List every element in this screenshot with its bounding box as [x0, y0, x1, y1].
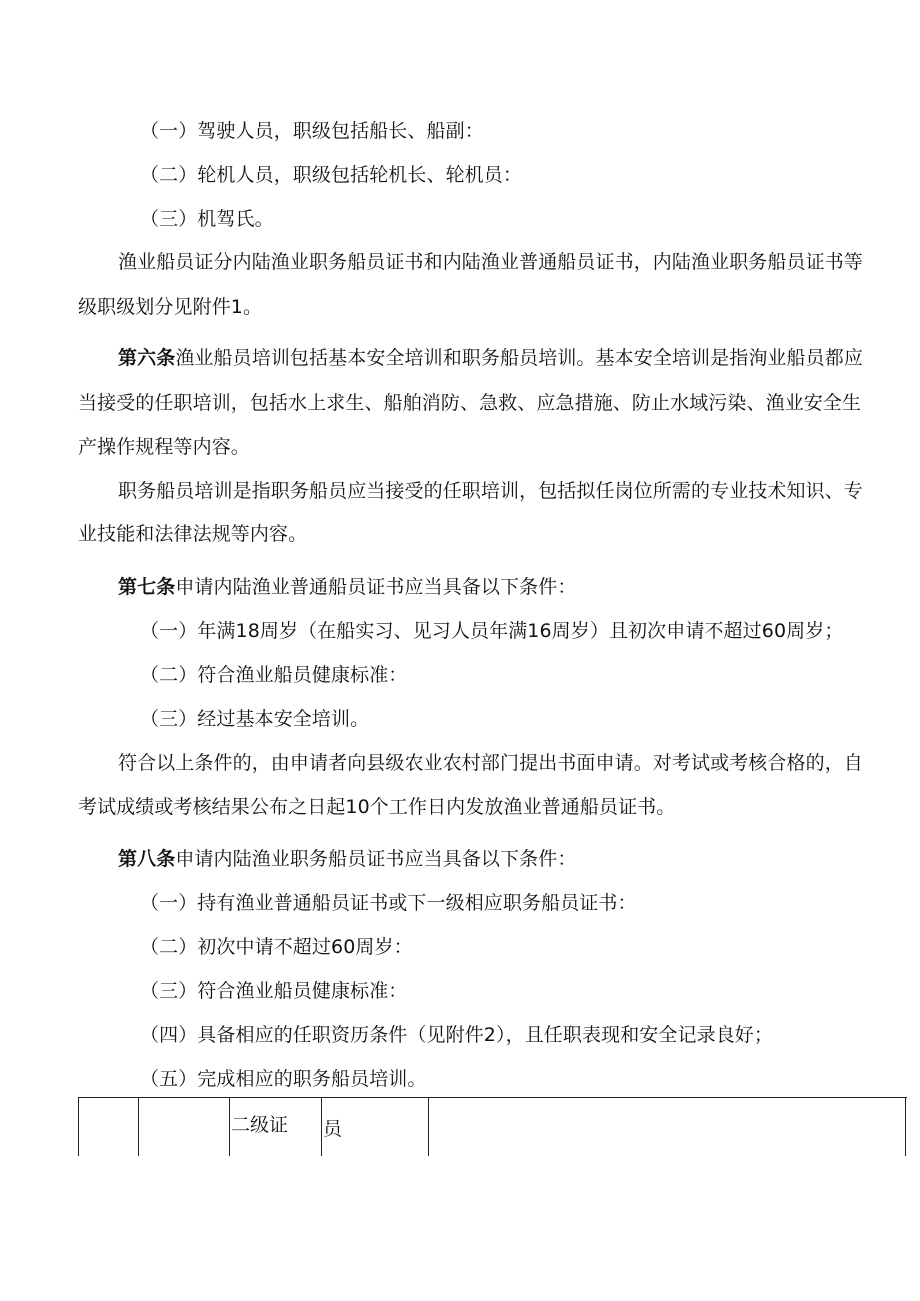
paragraph-line: 职务船员培训是指职务船员应当接受的任职培训，包括拟任岗位所需的专业技术知识、专: [118, 480, 863, 502]
paragraph-line: （一）年满18周岁（在船实习、见习人员年满16周岁）且初次申请不超过60周岁；: [140, 620, 844, 642]
table-border: [78, 1098, 79, 1156]
paragraph-line: 级职级划分见附件1。: [78, 296, 263, 318]
paragraph-line: 符合以上条件的，由申请者向县级农业农村部门提出书面申请。对考试或考核合格的，自: [118, 752, 863, 774]
paragraph-line: （二）符合渔业船员健康标准：: [140, 664, 408, 686]
paragraph-line: （三）符合渔业船员健康标准：: [140, 980, 408, 1002]
table-border: [138, 1098, 139, 1156]
table-border: [321, 1098, 322, 1156]
paragraph-line: 当接受的任职培训，包括水上求生、船舶消防、急救、应急措施、防止水域污染、渔业安全生: [78, 392, 862, 414]
table-cell: 二级证: [231, 1114, 289, 1136]
paragraph-line: （二）轮机人员，职级包括轮机长、轮机员：: [140, 164, 523, 186]
paragraph-line: 考试成绩或考核结果公布之日起10个工作日内发放渔业普通船员证书。: [78, 796, 676, 818]
paragraph-line: 渔业船员证分内陆渔业职务船员证书和内陆渔业普通船员证书，内陆渔业职务船员证书等: [118, 251, 863, 273]
article-number: 第七条: [118, 576, 176, 598]
paragraph-text: 申请内陆渔业普通船员证书应当具备以下条件：: [175, 576, 577, 598]
paragraph-line: [118, 345, 920, 371]
paragraph-line: （一）持有渔业普通船员证书或下一级相应职务船员证书：: [140, 892, 637, 914]
paragraph-line: （四）具备相应的任职资历条件（见附件2），且任职表现和安全记录良好；: [140, 1024, 773, 1046]
paragraph-line: （二）初次中请不超过60周岁：: [140, 936, 413, 958]
paragraph-text: 渔业船员培训包括基本安全培训和职务船员培训。基本安全培训是指洵业船员都应: [175, 347, 863, 369]
paragraph-line: 产操作规程等内容。: [78, 436, 250, 458]
article-number: 第六条: [118, 347, 176, 369]
table-border: [905, 1098, 906, 1156]
paragraph-line: （三）经过基本安全培训。: [140, 708, 370, 730]
table-cell: 员: [323, 1118, 343, 1140]
article-number: 第八条: [118, 848, 176, 870]
paragraph-line: [118, 846, 920, 872]
table-fragment: [78, 1097, 907, 1156]
paragraph-line: （三）机驾氏。: [140, 208, 274, 230]
table-border: [428, 1098, 429, 1156]
paragraph-line: （一）驾驶人员，职级包括船长、船副：: [140, 120, 484, 142]
paragraph-text: 申请内陆渔业职务船员证书应当具备以下条件：: [175, 848, 577, 870]
paragraph-line: 业技能和法律法规等内容。: [78, 523, 308, 545]
table-border: [229, 1098, 230, 1156]
paragraph-line: [118, 574, 920, 600]
paragraph-line: （五）完成相应的职务船员培训。: [140, 1068, 427, 1090]
